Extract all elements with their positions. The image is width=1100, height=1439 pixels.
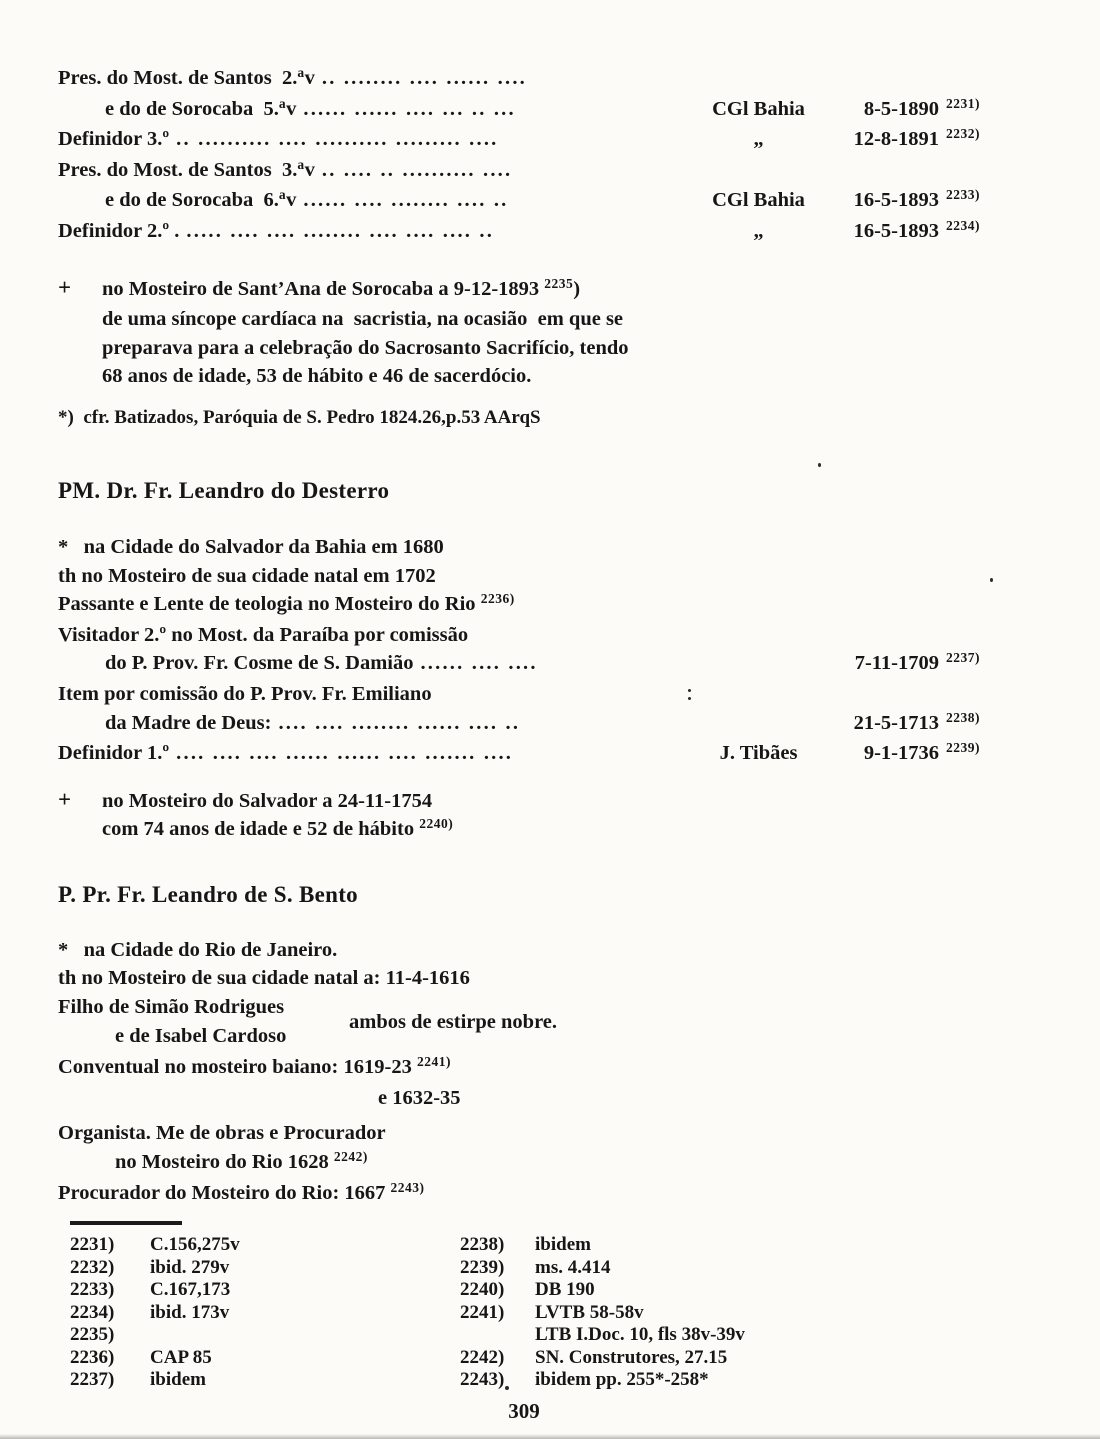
footnote-text: CAP 85 xyxy=(150,1346,212,1368)
footnote-ref: 2239) xyxy=(946,740,980,756)
footnote-text: C.167,173 xyxy=(150,1279,231,1301)
text: e de Isabel Cardoso xyxy=(115,1024,287,1047)
text: Procurador do Mosteiro do Rio: 1667 xyxy=(58,1181,391,1204)
text: no Mosteiro de Sant’Ana de Sorocaba a 9-12-1893 xyxy=(102,277,545,300)
ditto-mark: „ xyxy=(753,219,764,242)
footnote-ref: 2234) xyxy=(946,217,980,233)
line-text xyxy=(58,64,1012,95)
dot-leader: .... .... .... ...... ...... .... ....... .... xyxy=(176,742,514,765)
entry-line xyxy=(58,1179,1012,1210)
footnote-ref-cell xyxy=(939,125,1012,156)
text: th no Mosteiro de sua cidade natal a: 11-4-1616 xyxy=(58,967,470,990)
footnote-row xyxy=(460,1324,1012,1347)
footnote-number: 2238) xyxy=(460,1234,505,1256)
scan-speck xyxy=(818,463,821,467)
footnote-row xyxy=(460,1279,1012,1302)
footnote-text: LTB I.Doc. 10, fls 38v-39v xyxy=(535,1324,745,1346)
death-cross-mark: + xyxy=(58,274,72,300)
dot-leader: ...... ...... .... ... .. ... xyxy=(303,97,516,120)
entry-heading-s-bento: P. Pr. Fr. Leandro de S. Bento xyxy=(58,881,358,907)
text: e do de Sorocaba 5. xyxy=(105,97,279,120)
footnote-number: 2239) xyxy=(460,1256,505,1278)
entry-line xyxy=(58,680,1012,709)
footnote-number: 2243) xyxy=(460,1369,505,1391)
text: da Madre de Deus: xyxy=(105,711,272,734)
footnote-ref-cell xyxy=(939,739,1012,770)
scan-speck xyxy=(990,578,993,582)
entry-line xyxy=(58,125,1012,156)
footnotes xyxy=(58,1234,1012,1392)
footnote-row xyxy=(70,1257,460,1280)
footnote-text: ibid. 173v xyxy=(150,1301,230,1323)
footnote-text: ibidem pp. 255*-258* xyxy=(535,1369,709,1391)
footnote-text: DB 190 xyxy=(535,1279,595,1301)
superscript-ref: 2235 xyxy=(544,275,574,291)
line-text xyxy=(58,186,686,217)
dot-leader: ...... .... .... xyxy=(420,652,538,675)
text: do P. Prov. Fr. Cosme de S. Damião xyxy=(105,652,414,675)
footnote-number: 2236) xyxy=(70,1346,115,1368)
dot-leader: .. ........ .... ...... .... xyxy=(321,67,527,89)
footnote-number: 2241) xyxy=(460,1301,505,1323)
text: Item por comissão do P. Prov. Fr. Emiliano xyxy=(58,682,432,705)
footnote-text: C.156,275v xyxy=(150,1234,240,1256)
dot-leader: .. .......... .... .......... ......... .... xyxy=(176,128,499,151)
entry-s-bento xyxy=(58,936,1012,1209)
footnote-row xyxy=(460,1302,1012,1325)
date-value: 16-5-1893 xyxy=(853,219,939,242)
footnote-ref: 2232) xyxy=(946,126,980,142)
footnote-rule xyxy=(70,1221,182,1225)
text: th no Mosteiro de sua cidade natal em 1702 xyxy=(58,564,436,587)
text: Visitador 2.º no Most. da Paraíba por comissão xyxy=(58,623,469,646)
footnote-number: 2231) xyxy=(70,1234,115,1256)
footnote-text: ibid. 279v xyxy=(150,1256,230,1278)
scan-speck xyxy=(505,1386,509,1390)
entry-line xyxy=(58,1148,1012,1179)
dot-leader: ...... .... ........ .... .. xyxy=(303,189,509,212)
entry-line xyxy=(58,305,1012,334)
archive-source: CGl Bahia xyxy=(712,97,805,120)
entry-continuation xyxy=(58,64,1012,430)
death-line xyxy=(58,786,1012,816)
footnote-ref-cell xyxy=(939,217,1012,248)
entry-line xyxy=(58,1119,1012,1148)
footnote-row xyxy=(460,1257,1012,1280)
footnote-number: 2240) xyxy=(460,1279,505,1301)
line-text xyxy=(58,1179,1012,1210)
footnote-ref: 2231) xyxy=(946,95,980,111)
superscript-ref: a xyxy=(297,65,305,80)
footnote-column-left xyxy=(58,1234,460,1392)
death-cross-mark: + xyxy=(58,786,72,812)
footnote-number: 2237) xyxy=(70,1369,115,1391)
line-text xyxy=(58,406,1012,430)
entry-line xyxy=(58,217,1012,248)
entry-heading-desterro: PM. Dr. Fr. Leandro do Desterro xyxy=(58,477,390,503)
dot-leader: .. .... .. .......... .... xyxy=(321,158,513,181)
entry-line xyxy=(58,64,1012,95)
footnote-number: 2234) xyxy=(70,1301,115,1323)
line-text xyxy=(58,709,686,738)
date-value: 16-5-1893 xyxy=(853,189,939,212)
line-text xyxy=(58,95,686,126)
footnote-row xyxy=(70,1234,460,1257)
line-text xyxy=(58,362,1012,391)
footnote-row xyxy=(70,1369,460,1392)
superscript-ref: a xyxy=(278,187,287,203)
footnote-number: 2233) xyxy=(70,1279,115,1301)
footnote-row xyxy=(70,1279,460,1302)
superscript-ref: 2242) xyxy=(333,1149,368,1165)
line-text xyxy=(58,533,1012,562)
page-number: 309 xyxy=(508,1398,540,1423)
text: Pres. do Most. de Santos 3. xyxy=(58,158,298,181)
entry-line xyxy=(58,1053,1012,1084)
text: Definidor 2.º . xyxy=(58,219,180,242)
text: v xyxy=(304,158,315,181)
text: Definidor 3.º xyxy=(58,128,170,151)
line-text xyxy=(58,680,1012,709)
text: v xyxy=(304,67,315,89)
footnote-number: 2235) xyxy=(70,1324,115,1346)
footnote-number: 2242) xyxy=(460,1346,505,1368)
entry-line xyxy=(58,533,1012,562)
line-text xyxy=(58,1053,1012,1084)
date-value: 12-8-1891 xyxy=(853,128,939,151)
footnote-number: 2232) xyxy=(70,1256,115,1278)
entry-desterro xyxy=(58,533,1012,846)
archive-source: J. Tibães xyxy=(719,742,798,765)
superscript-ref: a xyxy=(278,95,287,111)
dot-leader: .... .... ........ ...... .... .. xyxy=(278,711,521,734)
entry-line xyxy=(58,964,1012,993)
text: e 1632-35 xyxy=(378,1086,461,1109)
text: *) cfr. Batizados, Paróquia de S. Pedro 1824.26,p.53 AArqS xyxy=(58,406,541,428)
death-line xyxy=(58,274,1012,306)
line-text xyxy=(58,1084,1012,1113)
line-text xyxy=(58,964,1012,993)
entry-line xyxy=(58,334,1012,363)
entry-line xyxy=(58,1084,1012,1113)
text: * na Cidade do Rio de Janeiro. xyxy=(58,938,338,961)
line-text xyxy=(58,274,1012,306)
line-text xyxy=(58,739,686,768)
date-value: 9-1-1736 xyxy=(863,742,939,765)
line-text xyxy=(58,621,1012,650)
line-text xyxy=(58,305,1012,334)
footnote-column-right xyxy=(460,1234,1012,1392)
line-text xyxy=(58,217,686,246)
text: Filho de Simão Rodrigues xyxy=(58,996,285,1019)
entry-line xyxy=(58,95,1012,126)
footnote-ref: 2237) xyxy=(946,650,980,666)
dot-leader: ..... .... .... ........ .... .... .... .. xyxy=(186,219,495,242)
brace-side-note: ambos de estirpe nobre. xyxy=(349,1011,558,1034)
entry-line xyxy=(58,362,1012,391)
text: * na Cidade do Salvador da Bahia em 1680 xyxy=(58,535,444,558)
superscript-ref: 2241) xyxy=(416,1054,451,1070)
entry-line xyxy=(58,562,1012,591)
footnote-text: SN. Construtores, 27.15 xyxy=(535,1346,728,1368)
footnote-row xyxy=(70,1347,460,1370)
text: no Mosteiro do Salvador a 24-11-1754 xyxy=(102,789,433,812)
superscript-ref: a xyxy=(297,156,305,172)
entry-line xyxy=(58,739,1012,770)
scan-edge-shadow xyxy=(0,1434,1100,1439)
text: 68 anos de idade, 53 de hábito e 46 de sacerdócio. xyxy=(102,365,532,388)
text: no Mosteiro do Rio 1628 xyxy=(115,1151,334,1174)
line-text xyxy=(58,125,686,154)
text: v xyxy=(286,97,297,120)
ditto-mark: „ xyxy=(753,128,764,151)
archive-source: CGl Bahia xyxy=(712,189,805,212)
text: com 74 anos de idade e 52 de hábito xyxy=(102,818,420,841)
scan-speck xyxy=(688,689,691,692)
line-text xyxy=(58,936,1012,965)
footnote-row xyxy=(460,1234,1012,1257)
line-text xyxy=(58,815,1012,846)
scan-speck xyxy=(688,697,691,700)
text: de uma síncope cardíaca na sacristia, na ocasião em que se xyxy=(102,308,624,331)
entry-line xyxy=(58,156,1012,187)
text: Organista. Me de obras e Procurador xyxy=(58,1122,386,1145)
date-value: 7-11-1709 xyxy=(854,652,939,675)
footnote-row xyxy=(460,1347,1012,1370)
line-text xyxy=(58,649,686,678)
footnote-ref: 2233) xyxy=(946,187,980,203)
entry-line xyxy=(58,815,1012,846)
text: Passante e Lente de teologia no Mosteiro do Rio xyxy=(58,593,481,616)
date-value: 8-5-1890 xyxy=(863,97,939,120)
entry-line xyxy=(58,649,1012,680)
footnote-row xyxy=(70,1302,460,1325)
line-text xyxy=(58,590,1012,621)
line-text xyxy=(58,1119,1012,1148)
text: Pres. do Most. de Santos 2. xyxy=(58,67,298,89)
entry-line xyxy=(58,590,1012,621)
entry-line xyxy=(58,186,1012,217)
superscript-ref: 2236) xyxy=(480,591,515,607)
footnote-row xyxy=(460,1369,1012,1392)
source-note-line xyxy=(58,406,1012,430)
footnote-row xyxy=(70,1324,460,1347)
footnote-text: ms. 4.414 xyxy=(535,1256,611,1278)
text: Conventual no mosteiro baiano: 1619-23 xyxy=(58,1056,417,1079)
text: v xyxy=(286,189,297,212)
footnote-text: ibidem xyxy=(535,1234,591,1256)
line-text xyxy=(58,334,1012,363)
line-text xyxy=(58,1148,1012,1179)
superscript-ref: 2243) xyxy=(390,1179,425,1195)
footnote-ref: 2238) xyxy=(946,709,980,725)
footnote-text: LVTB 58-58v xyxy=(535,1301,644,1323)
entry-line xyxy=(58,936,1012,965)
line-text xyxy=(58,156,1012,187)
line-text xyxy=(58,786,1012,816)
text: ) xyxy=(573,277,581,300)
line-text xyxy=(58,993,1012,1034)
line-text xyxy=(58,562,1012,591)
entry-line xyxy=(58,709,1012,740)
superscript-ref: 2240) xyxy=(419,816,454,832)
text: e do de Sorocaba 6. xyxy=(105,189,279,212)
date-value: 21-5-1713 xyxy=(853,711,939,734)
entry-line xyxy=(58,621,1012,650)
footnote-text: ibidem xyxy=(150,1369,206,1391)
entry-line xyxy=(58,993,1012,1034)
text: Definidor 1.º xyxy=(58,742,170,765)
text: preparava para a celebração do Sacrosanto Sacrifício, tendo xyxy=(102,336,629,359)
footnote-ref-cell xyxy=(939,649,1012,680)
